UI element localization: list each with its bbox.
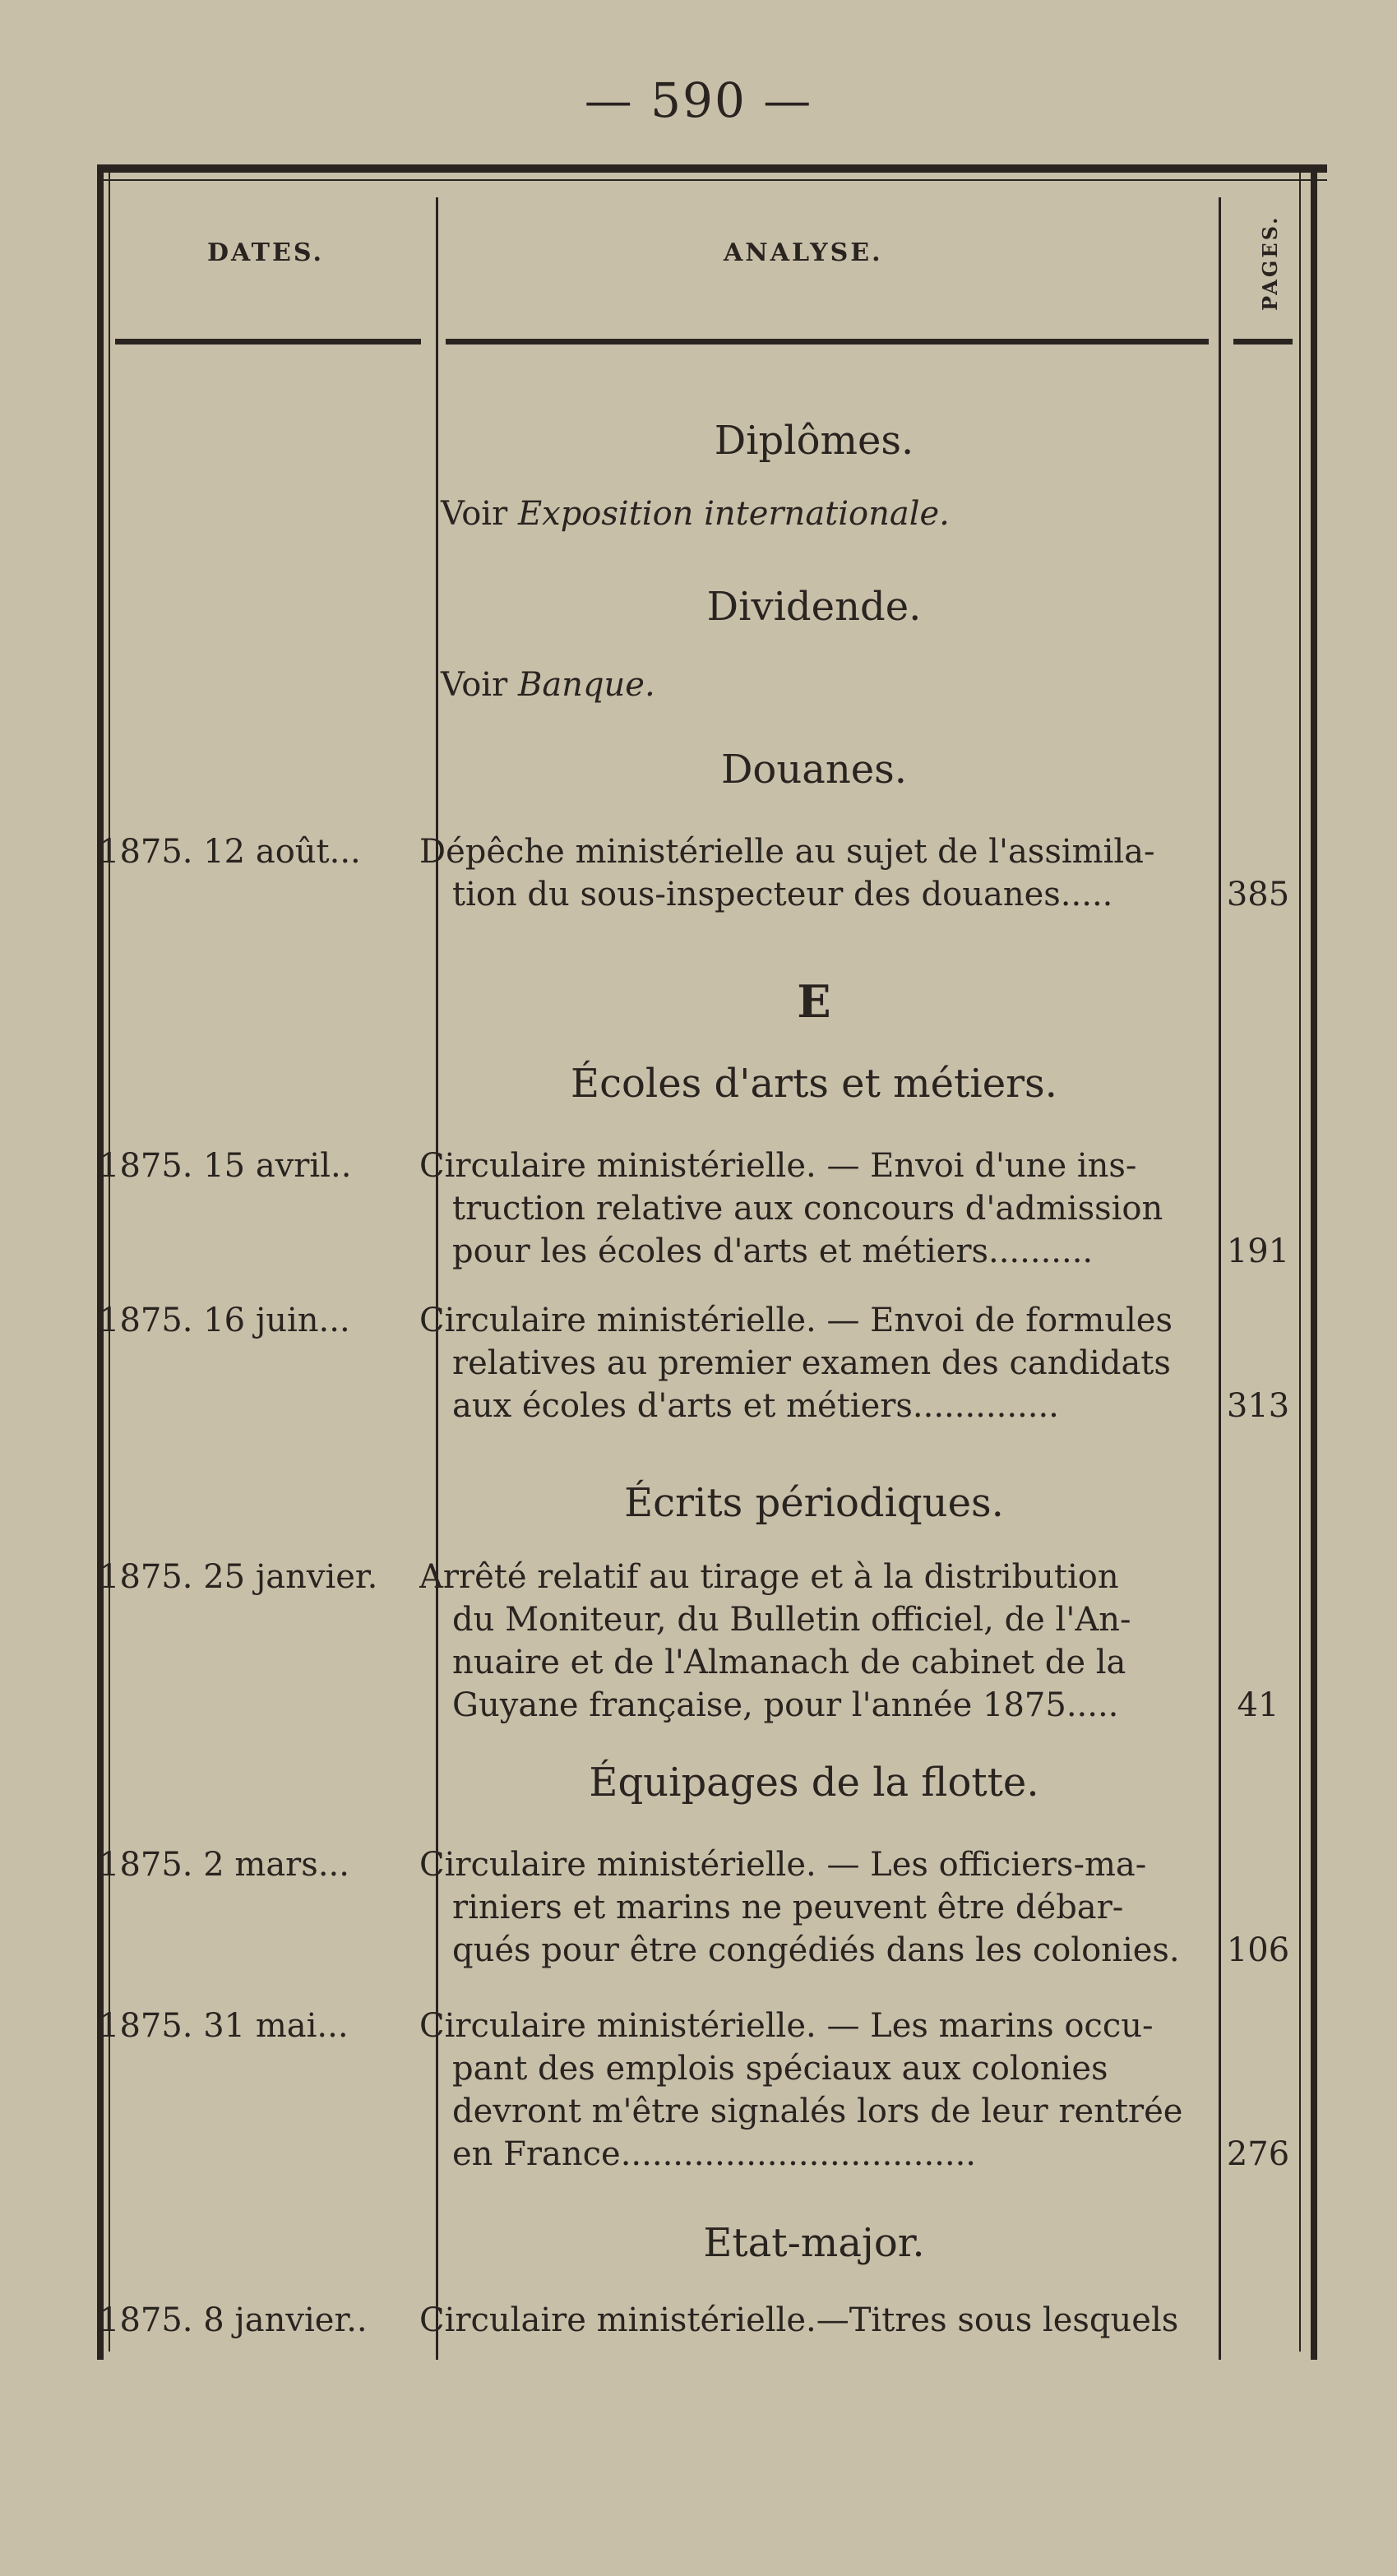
entry-date: 1875. 15 avril.. (99, 1147, 352, 1185)
entry-date: 1875. 12 août... (99, 833, 361, 871)
section-title-diplomes: Diplômes. (714, 418, 914, 464)
entry-page: 191 (1226, 1233, 1290, 1270)
column-header-pages: PAGES. (1258, 215, 1282, 312)
entry-date: 1875. 31 mai... (99, 2007, 349, 2045)
see-reference-dividende (441, 666, 655, 704)
analysis-line: Guyane française, pour l'année 1875..... (452, 1686, 1119, 1724)
analysis-line: pant des emplois spéciaux aux colonies (452, 2050, 1108, 2088)
header-underline-analysis (446, 339, 1209, 345)
see-prefix: Voir (441, 495, 508, 533)
entry-analysis (419, 2299, 1209, 2342)
column-header-dates: DATES. (207, 238, 324, 267)
see-prefix: Voir (441, 666, 508, 704)
header-underline-pages (1233, 339, 1293, 345)
see-reference-diplomes (441, 495, 950, 533)
index-letter: E (797, 975, 831, 1028)
entry-page: 313 (1226, 1387, 1290, 1425)
analysis-line: riniers et marins ne peuvent être débar- (452, 1889, 1124, 1926)
analysis-line: devront m'être signalés lors de leur rentrée (452, 2093, 1183, 2130)
analysis-line: relatives au premier examen des candidats (452, 1344, 1171, 1382)
entry-analysis (419, 830, 1209, 916)
section-title-ecoles: Écoles d'arts et métiers. (571, 1061, 1057, 1107)
analysis-line: Dépêche ministérielle au sujet de l'assimila- (419, 833, 1155, 871)
section-title-dividende: Dividende. (706, 584, 922, 630)
top-rule (97, 164, 1327, 173)
entry-page: 276 (1226, 2135, 1290, 2173)
section-title-equipages: Équipages de la flotte. (589, 1760, 1039, 1806)
entry-page: 385 (1226, 876, 1290, 913)
entry-analysis (419, 1299, 1209, 1427)
pages-divider (1219, 197, 1221, 2360)
right-rule-thin (1299, 173, 1301, 2352)
entry-analysis (419, 1843, 1209, 1972)
section-title-douanes: Douanes. (720, 747, 908, 793)
analysis-line: nuaire et de l'Almanach de cabinet de la (452, 1644, 1126, 1681)
header-underline-dates (115, 339, 421, 345)
entry-date: 1875. 2 mars... (99, 1846, 349, 1884)
analysis-line: Circulaire ministérielle. — Les officiers-ma- (419, 1846, 1147, 1884)
analysis-line: Arrêté relatif au tirage et à la distribution (419, 1558, 1119, 1596)
analysis-line: tion du sous-inspecteur des douanes..... (452, 876, 1113, 913)
entry-date: 1875. 16 juin... (99, 1302, 350, 1339)
top-rule-thin (97, 179, 1327, 181)
section-title-etat-major: Etat-major. (703, 2220, 925, 2266)
see-target: Banque. (517, 666, 655, 704)
entry-page: 106 (1226, 1931, 1290, 1969)
entry-analysis (419, 1556, 1209, 1727)
analysis-line: Circulaire ministérielle.—Titres sous lesquels (419, 2301, 1179, 2339)
analysis-line: pour les écoles d'arts et métiers.......... (452, 1233, 1094, 1270)
section-title-ecrits: Écrits périodiques. (624, 1480, 1004, 1526)
entry-analysis (419, 2005, 1209, 2176)
right-rule (1311, 164, 1317, 2360)
page-number: — 590 — (584, 72, 813, 128)
column-header-analysis: ANALYSE. (724, 238, 883, 267)
analysis-line: qués pour être congédiés dans les colonies. (452, 1931, 1180, 1969)
see-target: Exposition internationale. (517, 495, 950, 533)
entry-page: 41 (1237, 1686, 1279, 1724)
analysis-line: Circulaire ministérielle. — Envoi de formules (419, 1302, 1173, 1339)
entry-date: 1875. 8 janvier.. (99, 2301, 368, 2339)
analysis-line: Circulaire ministérielle. — Les marins occu- (419, 2007, 1154, 2045)
analysis-line: truction relative aux concours d'admission (452, 1190, 1163, 1228)
entry-date: 1875. 25 janvier. (99, 1558, 378, 1596)
analysis-line: en France.................................. (452, 2135, 977, 2173)
analysis-line: Circulaire ministérielle. — Envoi d'une ins- (419, 1147, 1137, 1185)
analysis-line: du Moniteur, du Bulletin officiel, de l'An- (452, 1601, 1131, 1639)
entry-analysis (419, 1145, 1209, 1273)
analysis-line: aux écoles d'arts et métiers.............. (452, 1387, 1059, 1425)
